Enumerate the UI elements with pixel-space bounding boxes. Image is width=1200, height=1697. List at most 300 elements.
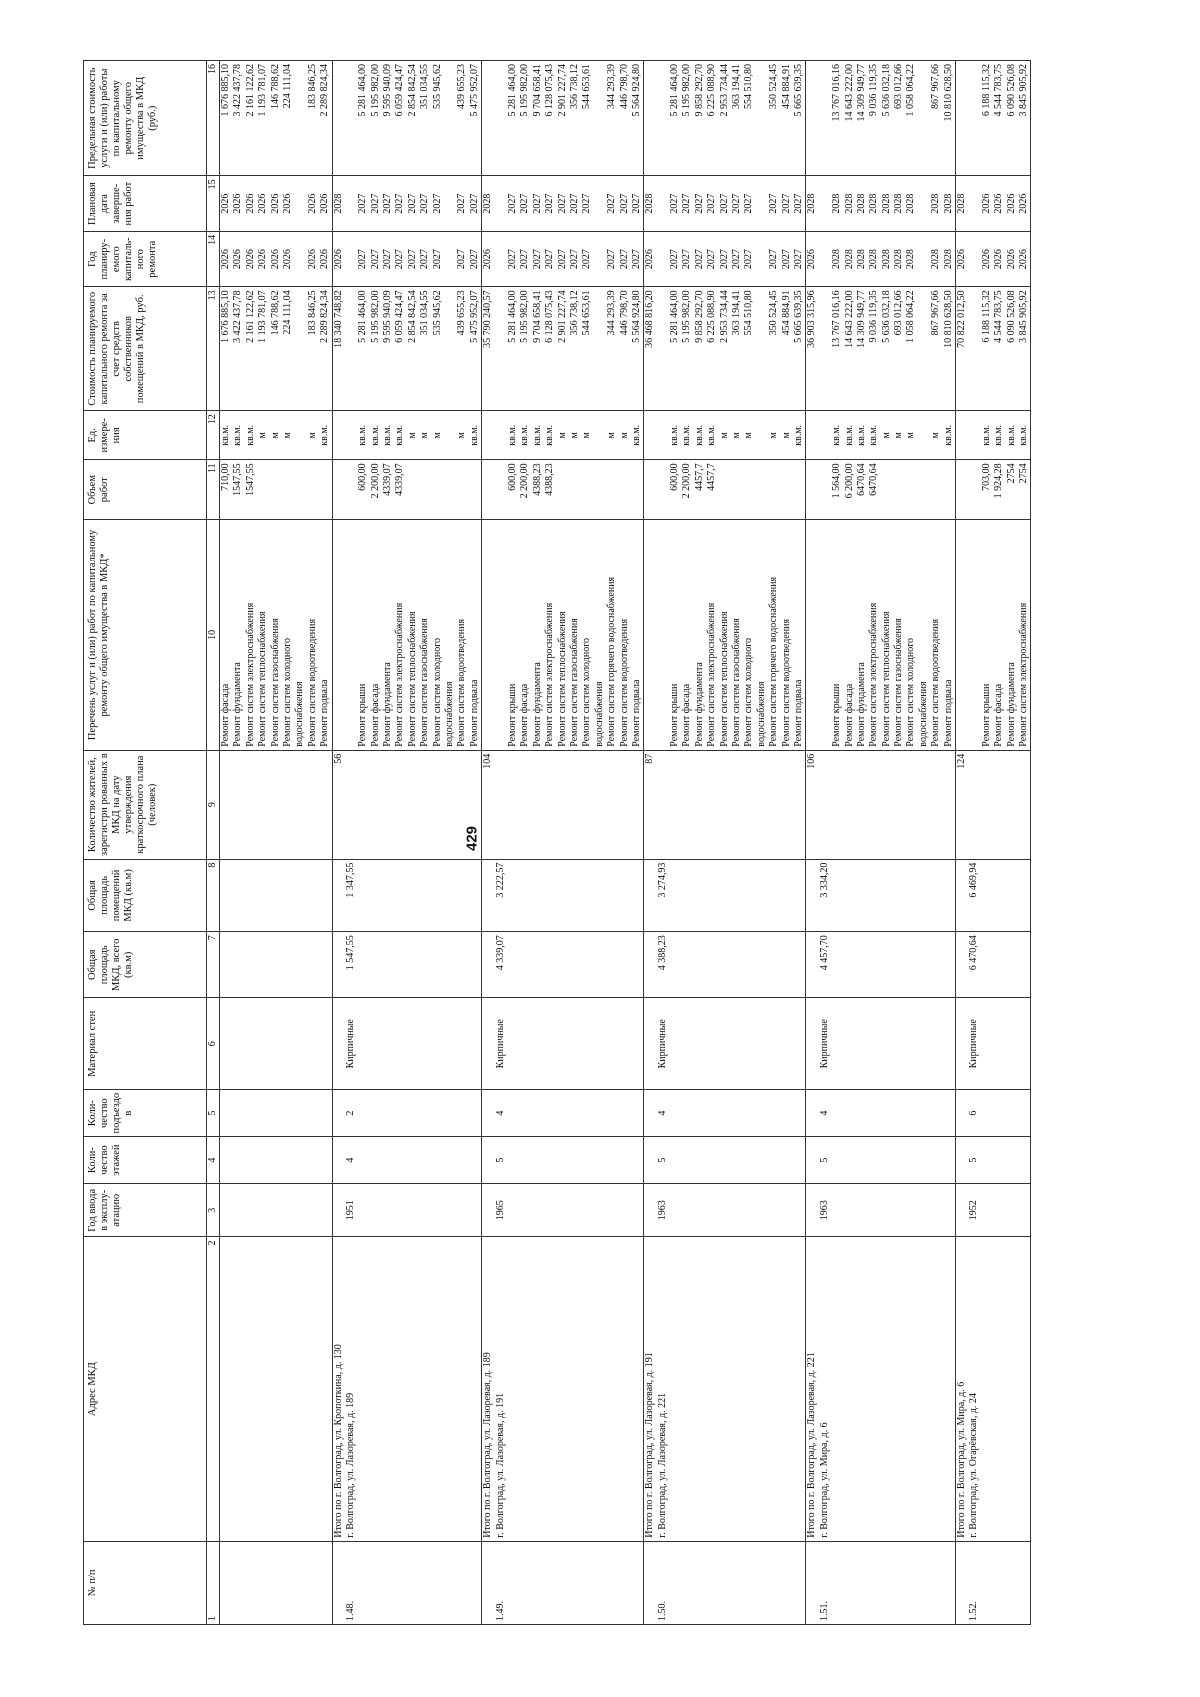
column-number-6: 6 (207, 998, 220, 1090)
work-type: Ремонт крыши (669, 683, 681, 747)
completion-year: 2027 (581, 193, 593, 214)
limit-cost: 14 309 949,77 (855, 64, 867, 122)
work-volume (881, 460, 893, 519)
table-cell (956, 460, 1031, 520)
completion-year: 2027 (556, 193, 568, 214)
table-cell (644, 998, 806, 1090)
total-end-year: 2028 (806, 193, 818, 214)
work-type: Ремонт фундамента (382, 662, 394, 747)
work-type: Ремонт крыши (357, 683, 369, 747)
completion-year: 2027 (406, 193, 418, 214)
total-residents: 124 (956, 753, 968, 769)
repair-year: 2027 (519, 249, 531, 270)
planned-cost: 344 293,39 (606, 290, 618, 336)
limit-cost: 6 090 526,08 (1005, 64, 1017, 117)
table-cell (644, 750, 806, 859)
table-cell (806, 1184, 956, 1237)
table-cell (806, 460, 956, 520)
wall-material: Кирпичные (818, 1019, 830, 1069)
total-area: 4 457,70 (818, 935, 830, 971)
work-type: Ремонт фундамента (232, 662, 244, 747)
completion-year: 2028 (868, 193, 880, 214)
work-type: водоснабжения (294, 681, 306, 747)
table-cell (332, 1090, 482, 1137)
total-year: 2026 (482, 249, 494, 270)
table-cell (220, 1090, 333, 1137)
table-cell (956, 287, 1031, 411)
capital-repair-table-rotated (83, 60, 1083, 1625)
unit: кв.м. (1018, 424, 1029, 446)
entrances-count: 2 (344, 1110, 356, 1116)
repair-year: 2028 (893, 249, 905, 270)
table-cell (956, 1541, 1031, 1624)
limit-cost: 5 281 464,00 (357, 64, 369, 117)
table-cell (806, 411, 956, 460)
limit-cost: 5 195 982,00 (681, 64, 693, 117)
work-volume: 2 200,00 (681, 463, 693, 499)
total-address: Итого по г. Волгоград, ул. Лазоревая, д. 189 (482, 1352, 494, 1538)
table-cell (956, 1184, 1031, 1237)
table-cell (806, 287, 956, 411)
table-cell (332, 176, 482, 232)
work-type: Ремонт фундамента (531, 662, 543, 747)
completion-year: 2027 (618, 193, 630, 214)
work-type: Ремонт фундамента (855, 662, 867, 747)
repair-year: 2027 (706, 249, 718, 270)
column-header-4: Коли-чество этажей (84, 1137, 207, 1184)
work-volume (444, 460, 456, 519)
limit-cost: 693 012,66 (893, 64, 905, 109)
repair-year (444, 232, 456, 287)
unit (444, 411, 456, 459)
work-type: Ремонт крыши (831, 683, 843, 747)
table-cell (482, 460, 644, 520)
work-type: Ремонт фасада (369, 683, 381, 747)
planned-cost: 224 111,04 (281, 290, 293, 335)
work-type: Ремонт систем газоснабжения (419, 618, 431, 747)
completion-year: 2027 (630, 193, 642, 214)
table-cell (806, 1541, 956, 1624)
table-cell (220, 287, 333, 411)
page-number: 429 (463, 825, 481, 852)
column-number-13: 13 (207, 287, 220, 411)
unit: м (718, 432, 730, 439)
limit-cost: 3 422 437,78 (232, 64, 244, 117)
limit-cost: 6 059 424,47 (394, 64, 406, 117)
unit: м (456, 432, 468, 439)
work-volume (719, 460, 731, 519)
wall-material: Кирпичные (494, 1019, 506, 1069)
table-cell (956, 932, 1031, 998)
table-cell (332, 460, 482, 520)
total-address: Итого по г. Волгоград, ул. Мира, д. 6 (956, 1381, 968, 1538)
planned-cost: 439 655,23 (456, 290, 468, 336)
entrances-count: 4 (656, 1110, 668, 1116)
work-volume: 6 200,00 (843, 463, 855, 499)
planned-cost: 6 225 088,90 (706, 290, 718, 343)
limit-cost (594, 61, 606, 175)
table-cell (220, 998, 333, 1090)
planned-cost: 9 858 292,70 (693, 290, 705, 343)
column-header-13: Стоимость планируемого капитального ремонта за счет средств собственников помещений в МКД, руб. (84, 287, 207, 411)
repair-year: 2027 (431, 249, 443, 270)
table-cell (806, 1090, 956, 1137)
entrances-count: 4 (494, 1110, 506, 1116)
work-type: Ремонт систем горячего водоснабжения (606, 576, 618, 747)
unit: м (743, 432, 755, 439)
completion-year: 2026 (269, 193, 281, 214)
column-number-15: 15 (207, 176, 220, 232)
table-cell (956, 520, 1031, 751)
table-cell (644, 1541, 806, 1624)
planned-cost: 867 967,66 (930, 290, 942, 336)
repair-year: 2027 (369, 249, 381, 270)
completion-year: 2026 (993, 193, 1005, 214)
address: г. Волгоград, ул. Лазоревая, д. 189 (344, 1392, 356, 1538)
table-cell (482, 287, 644, 411)
limit-cost: 344 293,39 (606, 64, 618, 109)
total-area: 4 339,07 (494, 935, 506, 971)
rooms-area: 6 469,94 (968, 862, 980, 898)
residents-count (495, 751, 507, 859)
total-area: 6 470,64 (968, 935, 980, 971)
completion-year: 2026 (1018, 193, 1029, 214)
column-number-8: 8 (207, 859, 220, 932)
table-cell (644, 1090, 806, 1137)
completion-year: 2027 (743, 193, 755, 214)
planned-cost: 2 953 734,44 (718, 290, 730, 343)
work-type: Ремонт фундамента (693, 662, 705, 747)
limit-cost: 6 188 115,32 (980, 64, 992, 117)
work-volume (768, 460, 780, 519)
total-cost: 70 822 012,50 (956, 290, 968, 348)
limit-cost: 454 884,91 (780, 64, 792, 109)
repair-year: 2026 (1005, 249, 1017, 270)
column-header-3: Год ввода в эксплу-атацию (84, 1184, 207, 1237)
table-cell (332, 932, 482, 998)
table-cell (220, 1541, 333, 1624)
completion-year: 2027 (506, 193, 518, 214)
limit-cost: 446 798,70 (618, 64, 630, 109)
building-block (482, 61, 644, 1625)
building-block (956, 61, 1031, 1625)
planned-cost: 2 901 227,74 (556, 290, 568, 343)
column-header-14: Год планиру-емого капиталь-ного ремонта (84, 231, 207, 287)
table-cell (482, 1184, 644, 1237)
work-volume (606, 460, 618, 519)
completion-year: 2026 (281, 193, 293, 214)
table-cell (644, 460, 806, 520)
work-type: Ремонт систем холодного (431, 637, 443, 747)
completion-year: 2027 (369, 193, 381, 214)
repair-year: 2027 (731, 249, 743, 270)
address: г. Волгоград, ул. Огарёвская, д. 24 (968, 1393, 980, 1538)
work-volume: 1 924,28 (993, 463, 1005, 499)
limit-cost: 6 225 088,90 (706, 64, 718, 117)
repair-year: 2026 (281, 249, 293, 270)
total-cost: 36 468 816,20 (644, 290, 656, 348)
planned-cost: 5 195 982,00 (519, 290, 531, 343)
column-number-5: 5 (207, 1090, 220, 1137)
table-cell (806, 231, 956, 287)
total-year: 2026 (956, 249, 968, 270)
residents-count (345, 751, 357, 859)
column-number-4: 4 (207, 1137, 220, 1184)
planned-cost: 1 676 885,10 (220, 290, 231, 343)
column-number-11: 11 (207, 460, 220, 520)
limit-cost (294, 61, 306, 175)
total-area: 1 547,55 (344, 935, 356, 971)
limit-cost: 5 195 982,00 (369, 64, 381, 117)
work-type: Ремонт систем холодного (281, 637, 293, 747)
total-residents: 87 (644, 753, 656, 764)
limit-cost: 146 788,62 (269, 64, 281, 109)
work-volume: 4457,7 (706, 463, 718, 491)
planned-cost: 2 161 122,62 (244, 290, 256, 343)
planned-cost (918, 287, 930, 410)
address: г. Волгоград, ул. Лазоревая, д. 191 (494, 1392, 506, 1538)
work-volume: 600,00 (669, 463, 681, 491)
column-number-10: 10 (207, 520, 220, 751)
table-cell (644, 287, 806, 411)
work-volume (419, 460, 431, 519)
work-volume (569, 460, 581, 519)
unit: кв.м. (369, 424, 381, 446)
work-type: Ремонт фасада (993, 683, 1005, 747)
table-cell (220, 750, 333, 859)
total-year: 2026 (806, 249, 818, 270)
completion-year: 2027 (681, 193, 693, 214)
table-cell (806, 61, 956, 176)
completion-year (756, 176, 768, 231)
unit: кв.м. (519, 424, 531, 446)
limit-cost: 13 767 016,16 (831, 64, 843, 122)
limit-cost: 5 636 032,18 (880, 64, 892, 117)
unit: кв.м. (220, 424, 231, 446)
limit-cost: 5 281 464,00 (669, 64, 681, 117)
total-cost: 18 340 748,82 (332, 290, 344, 348)
row-number: 1.48. (344, 1601, 356, 1621)
planned-cost: 5 564 924,80 (630, 290, 642, 343)
work-volume (905, 460, 917, 519)
unit: м (568, 432, 580, 439)
work-type: Ремонт фундамента (1005, 662, 1017, 747)
repair-year: 2027 (618, 249, 630, 270)
repair-year: 2026 (980, 249, 992, 270)
table-cell (332, 1184, 482, 1237)
column-header-10: Перечень услуг и (или) работ по капитальному ремонту общего имущества в МКД* (84, 520, 207, 751)
completion-year: 2028 (942, 193, 954, 214)
row-number: 1.49. (494, 1601, 506, 1621)
work-type: Ремонт систем электроснабжения (1018, 602, 1029, 747)
completion-year: 2027 (792, 193, 804, 214)
completion-year: 2026 (306, 193, 318, 214)
table-cell (332, 998, 482, 1090)
work-type: Ремонт крыши (506, 683, 518, 747)
work-type: Ремонт фасада (519, 683, 531, 747)
table-cell (956, 411, 1031, 460)
rooms-area: 1 347,55 (344, 862, 356, 898)
column-header-9: Количество жителей, зарегистри рованных в МКД на дату утверждения краткосрочного плана (человек) (84, 750, 207, 859)
table-cell (644, 932, 806, 998)
completion-year: 2026 (319, 193, 331, 214)
limit-cost: 9 595 940,09 (382, 64, 394, 117)
work-type: Ремонт крыши (980, 683, 992, 747)
year-built: 1965 (494, 1200, 506, 1221)
planned-cost (594, 287, 606, 410)
planned-cost: 363 194,41 (731, 290, 743, 336)
limit-cost: 1 676 885,10 (220, 64, 231, 117)
table-cell (806, 176, 956, 232)
work-type: Ремонт систем водоотведения (456, 618, 468, 747)
total-end-year: 2028 (644, 193, 656, 214)
work-volume: 600,00 (357, 463, 369, 491)
column-header-11: Объем работ (84, 460, 207, 520)
repair-year: 2027 (406, 249, 418, 270)
completion-year: 2027 (519, 193, 531, 214)
total-area: 4 388,23 (656, 935, 668, 971)
work-volume (781, 460, 793, 519)
unit: кв.м. (942, 424, 954, 446)
limit-cost: 535 945,62 (431, 64, 443, 109)
column-header-5: Коли-чество подъездо в (84, 1090, 207, 1137)
completion-year: 2026 (244, 193, 256, 214)
work-type: Ремонт систем теплоснабжения (257, 611, 269, 747)
table-cell (482, 1237, 644, 1541)
planned-cost: 356 738,12 (568, 290, 580, 336)
planned-cost: 146 788,62 (269, 290, 281, 336)
column-header-1: № п/п (84, 1541, 207, 1624)
work-type: Ремонт систем газоснабжения (893, 618, 905, 747)
planned-cost: 693 012,66 (893, 290, 905, 336)
table-cell (956, 998, 1031, 1090)
rooms-area: 3 334,20 (818, 862, 830, 898)
completion-year (918, 176, 930, 231)
column-number-row (207, 61, 220, 1625)
work-type: Ремонт подвала (319, 679, 331, 747)
work-type: Ремонт систем газоснабжения (269, 618, 281, 747)
column-number-7: 7 (207, 932, 220, 998)
table-cell (806, 998, 956, 1090)
completion-year: 2027 (669, 193, 681, 214)
table-cell (482, 176, 644, 232)
completion-year: 2028 (843, 193, 855, 214)
planned-cost: 5 281 464,00 (357, 290, 369, 343)
repair-year: 2026 (257, 249, 269, 270)
table-cell (644, 520, 806, 751)
table-cell (220, 176, 333, 232)
year-built: 1963 (818, 1200, 830, 1221)
work-type: Ремонт подвала (630, 679, 642, 747)
table-cell (482, 998, 644, 1090)
table-cell (644, 231, 806, 287)
work-type: водоснабжения (444, 681, 456, 747)
completion-year (294, 176, 306, 231)
floors-count: 5 (818, 1157, 830, 1163)
limit-cost: 183 846,25 (306, 64, 318, 109)
completion-year: 2027 (606, 193, 618, 214)
wall-material: Кирпичные (968, 1019, 980, 1069)
column-number-9: 9 (207, 750, 220, 859)
table-cell (956, 1090, 1031, 1137)
work-type: Ремонт систем электроснабжения (706, 602, 718, 747)
unit: кв.м. (506, 424, 518, 446)
entrances-count: 6 (968, 1110, 980, 1116)
work-volume (294, 460, 306, 519)
repair-year: 2027 (468, 249, 480, 270)
table-cell (482, 61, 644, 176)
floors-count: 5 (656, 1157, 668, 1163)
limit-cost (756, 61, 768, 175)
planned-cost: 3 845 905,92 (1018, 290, 1029, 343)
completion-year: 2028 (905, 193, 917, 214)
work-volume (918, 460, 930, 519)
total-residents: 106 (806, 753, 818, 769)
unit: кв.м. (244, 424, 256, 446)
table-cell (644, 411, 806, 460)
limit-cost: 3 845 905,92 (1018, 64, 1029, 117)
work-volume: 2 200,00 (369, 463, 381, 499)
work-volume: 6470,64 (868, 463, 880, 496)
limit-cost: 9 704 658,41 (531, 64, 543, 117)
table-cell (220, 61, 333, 176)
work-type: Ремонт подвала (468, 679, 480, 747)
table-cell (644, 1237, 806, 1541)
work-type: Ремонт систем холодного (743, 637, 755, 747)
planned-cost: 1 193 781,07 (257, 290, 269, 343)
limit-cost: 5 665 639,35 (792, 64, 804, 117)
work-type: Ремонт систем газоснабжения (568, 618, 580, 747)
work-volume: 703,00 (980, 463, 992, 491)
total-end-year: 2028 (482, 193, 494, 214)
work-volume (469, 460, 481, 519)
table-cell (482, 411, 644, 460)
unit: кв.м. (357, 424, 369, 446)
floors-count: 4 (344, 1157, 356, 1163)
table-cell (332, 1137, 482, 1184)
table-cell (220, 411, 333, 460)
unit: кв.м. (630, 424, 642, 446)
repair-year: 2026 (306, 249, 318, 270)
work-volume (581, 460, 593, 519)
table-cell (220, 932, 333, 998)
column-header-6: Материал стен (84, 998, 207, 1090)
work-type: Ремонт систем водоотведения (930, 618, 942, 747)
planned-cost: 4 544 783,75 (993, 290, 1005, 343)
table-cell (332, 1237, 482, 1541)
unit: м (306, 432, 318, 439)
table-cell (806, 750, 956, 859)
repair-year: 2027 (792, 249, 804, 270)
work-volume (307, 460, 319, 519)
limit-cost: 14 643 222,00 (843, 64, 855, 122)
planned-cost (756, 287, 768, 410)
table-cell (644, 1184, 806, 1237)
limit-cost: 1 058 064,22 (905, 64, 917, 117)
planned-cost: 9 036 119,35 (868, 290, 880, 343)
unit: кв.м. (868, 424, 880, 446)
repair-year: 2028 (843, 249, 855, 270)
planned-cost: 544 653,61 (581, 290, 593, 336)
row-number: 1.51. (818, 1601, 830, 1621)
total-year: 2026 (644, 249, 656, 270)
work-volume (631, 460, 643, 519)
completion-year: 2027 (780, 193, 792, 214)
total-residents: 104 (482, 753, 494, 769)
completion-year: 2027 (768, 193, 780, 214)
header-row (84, 61, 207, 1625)
unit: м (880, 432, 892, 439)
